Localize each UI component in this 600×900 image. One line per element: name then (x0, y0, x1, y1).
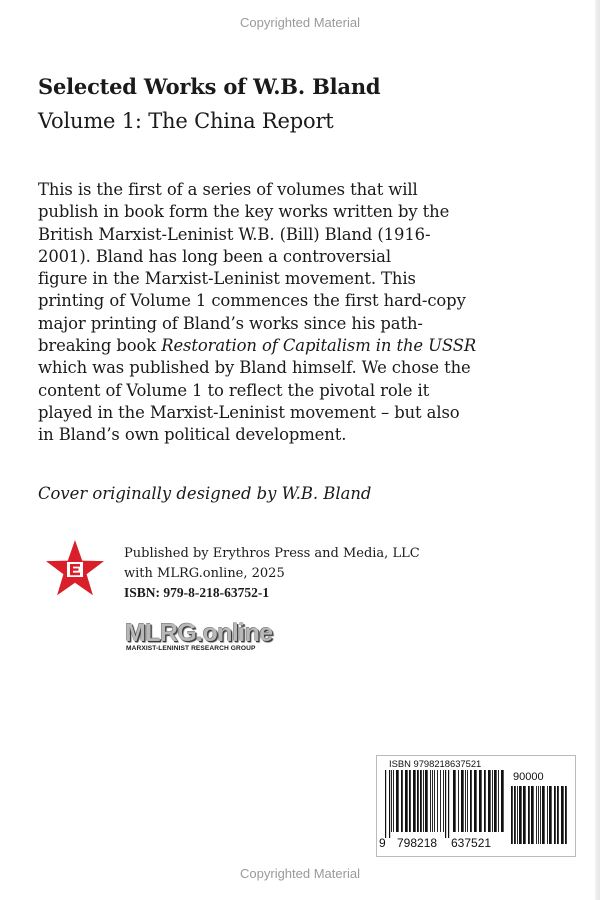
barcode-bar (488, 770, 491, 832)
book-description (38, 179, 508, 447)
star-letter-e (70, 564, 80, 575)
barcode-digits-left: 798218 (397, 836, 438, 850)
barcode-bar (465, 770, 466, 832)
volume-title: Volume 1: The China Report (38, 109, 334, 133)
description-line: This is the first of a series of volumes that will (38, 180, 418, 199)
barcode-bar (413, 770, 416, 832)
barcode-bar (547, 786, 548, 844)
red-star-e-logo-icon (44, 538, 106, 600)
barcode-bar (420, 770, 422, 832)
description-line-start: breaking book (38, 336, 162, 356)
barcode-bar (565, 786, 567, 844)
watermark-top: Copyrighted Material (240, 15, 360, 30)
barcode-bar (519, 786, 522, 844)
publisher-line: Published by Erythros Press and Media, LLC (124, 546, 420, 561)
barcode-bar (467, 770, 468, 832)
barcode-bar (561, 786, 564, 844)
barcode-bar (432, 770, 433, 832)
barcode-digit-first: 9 (379, 836, 386, 850)
description-line: publish in book form the key works written by the (38, 202, 450, 222)
barcode-bar (409, 770, 411, 832)
barcode-bar (492, 770, 493, 832)
barcode-bar (494, 770, 497, 832)
barcode-bar (417, 770, 419, 832)
description-line: major printing of Bland’s works since his path- (38, 313, 423, 333)
barcode-bar (470, 770, 472, 832)
description-line: printing of Volume 1 commences the first hard-copy (38, 291, 466, 311)
barcode-bar (434, 770, 435, 832)
barcode-guard-bar (389, 770, 390, 838)
barcode-guard-bar (448, 770, 449, 838)
barcode-bar (523, 786, 526, 844)
barcode-bar (554, 786, 556, 844)
barcode-price-addon: 90000 (513, 771, 544, 783)
description-line: figure in the Marxist-Leninist movement. This (38, 269, 416, 289)
barcode-bar (540, 786, 541, 844)
description-line-with-reference (38, 335, 508, 357)
barcode-bar (498, 770, 499, 832)
ean13-barcode-bars (385, 770, 505, 838)
barcode-bar (536, 786, 537, 844)
barcode-bar (430, 770, 431, 832)
barcode-bar (461, 770, 464, 832)
description-line: 2001). Bland has long been a controversial (38, 246, 391, 266)
publisher-info (124, 544, 420, 603)
barcode-bar (549, 786, 552, 844)
mlrg-logo-wordmark: MLRG.online (125, 619, 273, 647)
barcode-bar (538, 786, 539, 844)
barcode-bar (484, 770, 486, 832)
description-line: in Bland’s own political development. (38, 425, 347, 445)
isbn-line: ISBN: 979-8-218-63752-1 (124, 585, 270, 600)
barcode-bar (405, 770, 408, 832)
publisher-line: with MLRG.online, 2025 (124, 565, 285, 581)
barcode-bar (517, 786, 518, 844)
barcode-bar (425, 770, 428, 832)
series-title: Selected Works of W.B. Bland (38, 74, 381, 99)
barcode-bar (453, 770, 456, 832)
barcode-bar (542, 786, 545, 844)
barcode-guard-bar (385, 770, 386, 838)
barcode-bar (437, 770, 438, 832)
barcode-bar (440, 770, 441, 832)
barcode-bar (443, 770, 444, 832)
barcode-bar (511, 786, 513, 844)
barcode-bar (479, 770, 482, 832)
barcode-isbn-label: ISBN 9798218637521 (389, 758, 482, 769)
description-line: played in the Marxist-Leninist movement – but also (38, 402, 460, 422)
description-line: content of Volume 1 to reflect the pivotal role it (38, 380, 430, 400)
barcode-digits-right: 637521 (451, 836, 492, 850)
barcode-bar (514, 786, 516, 844)
watermark-bottom: Copyrighted Material (240, 866, 360, 881)
description-line: which was published by Bland himself. We chose the (38, 358, 471, 378)
barcode-bar (401, 770, 403, 832)
barcode-bar (474, 770, 477, 832)
barcode-bar (396, 770, 399, 832)
barcode-bar (391, 770, 392, 832)
barcode-guard-bar (445, 770, 446, 838)
description-line: British Marxist-Leninist W.B. (Bill) Bland (1916- (38, 224, 431, 244)
book-reference: Restoration of Capitalism in the USSR (161, 336, 477, 356)
barcode-bar (528, 786, 530, 844)
barcode-bar (501, 770, 504, 832)
barcode-bar (458, 770, 459, 832)
isbn-barcode (376, 755, 576, 857)
barcode-bar (557, 786, 559, 844)
cover-credit: Cover originally designed by W.B. Bland (38, 484, 372, 503)
barcode-bar (531, 786, 534, 844)
mlrg-logo-subtitle: MARXIST-LENINIST RESEARCH GROUP (126, 645, 256, 652)
page-edge (595, 0, 600, 900)
barcode-bar (423, 770, 424, 832)
barcode-bar (393, 770, 394, 832)
barcode-addon-bars (511, 786, 567, 850)
